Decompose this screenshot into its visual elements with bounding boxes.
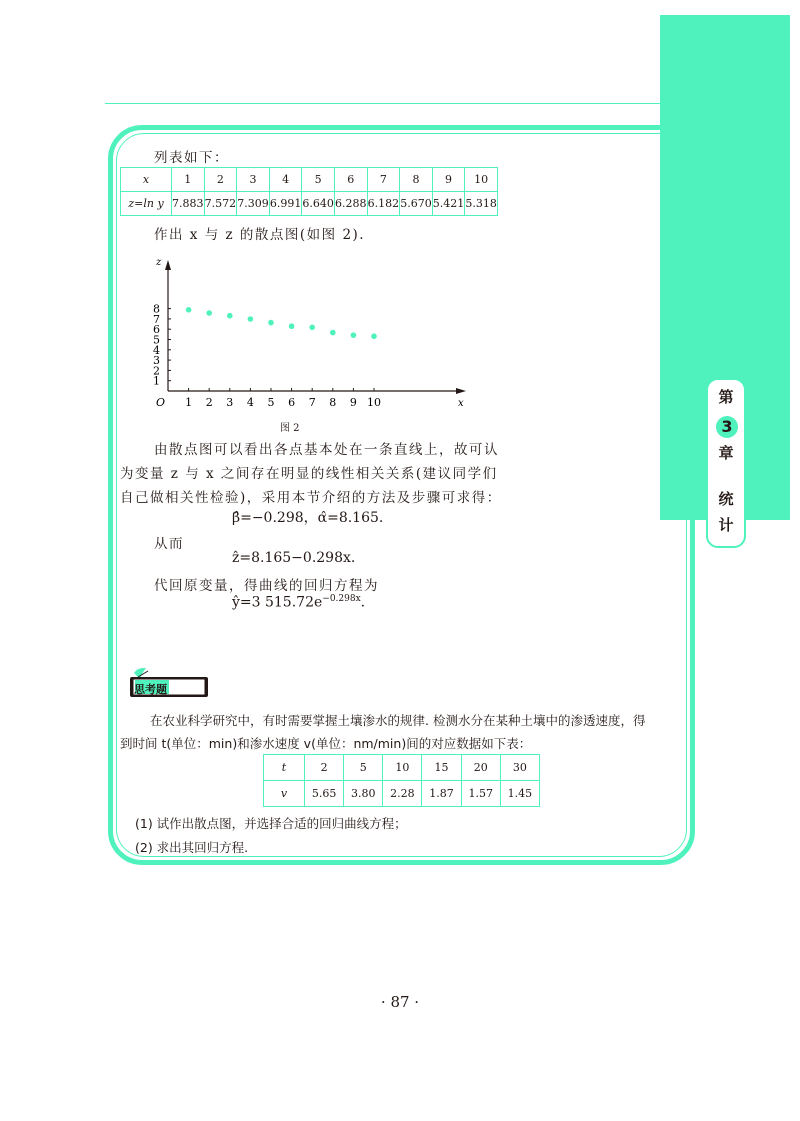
- equation-y-end: .: [360, 594, 366, 611]
- data-table-xz: [120, 167, 498, 216]
- x-tick-label: 2: [205, 396, 213, 409]
- table-cell: 7.883: [172, 192, 205, 216]
- data-point: [309, 325, 315, 331]
- table-cell: 5.421: [432, 192, 465, 216]
- page-number: · 87 ·: [380, 993, 420, 1011]
- table-cell: 5.318: [465, 192, 498, 216]
- table-cell: 1.87: [422, 781, 461, 807]
- y-tick-label: 1: [153, 374, 160, 388]
- equation-z: ẑ=8.165−0.298x.: [232, 550, 356, 566]
- x-tick-label: 5: [267, 396, 275, 409]
- x-axis-arrow: [456, 388, 466, 394]
- x-tick-label: 3: [226, 396, 234, 409]
- table-cell: 2.28: [383, 781, 422, 807]
- table-cell: 6.991: [269, 192, 302, 216]
- scatter-chart: [140, 252, 480, 417]
- table-cell: 5.65: [305, 781, 344, 807]
- y-tick-label: 2: [153, 364, 160, 378]
- y-tick-label: 4: [153, 343, 160, 357]
- table-cell: 8: [400, 168, 433, 192]
- question-2: (2) 求出其回归方程.: [135, 840, 249, 855]
- table-cell: 6.640: [302, 192, 335, 216]
- para1-line2: 为变量 z 与 x 之间存在明显的线性相关关系(建议同学们: [120, 466, 498, 482]
- data-point: [186, 307, 192, 313]
- header-rule: [105, 103, 660, 104]
- equation-y-main: ŷ=3 515.72e: [232, 594, 323, 611]
- table-cell: 9: [432, 168, 465, 192]
- table-cell: 30: [500, 755, 539, 781]
- back-text: 代回原变量，得曲线的回归方程为: [154, 578, 379, 594]
- scatter-line: 作出 x 与 z 的散点图(如图 2).: [154, 227, 366, 243]
- table-cell: x: [121, 168, 172, 192]
- data-table-tv: [263, 754, 540, 807]
- y-tick-label: 3: [153, 354, 160, 368]
- chapter-post: 章: [718, 444, 734, 462]
- y-tick-label: 8: [153, 302, 160, 316]
- question-1: (1) 试作出散点图，并选择合适的回归曲线方程；: [135, 816, 407, 831]
- table-cell: 10: [383, 755, 422, 781]
- table-cell: 5: [344, 755, 383, 781]
- table-cell: 1.57: [461, 781, 500, 807]
- data-point: [330, 330, 336, 336]
- intro-line: 列表如下：: [154, 150, 229, 166]
- think-para-line2: 到时间 t(单位：min)和渗水速度 v(单位：nm/min)间的对应数据如下表：: [120, 736, 532, 751]
- y-tick-label: 6: [153, 323, 160, 337]
- from-text: 从而: [154, 536, 184, 552]
- table-cell: 4: [269, 168, 302, 192]
- table-cell: 5.670: [400, 192, 433, 216]
- chapter-title-1: 统: [718, 490, 734, 508]
- x-tick-label: 4: [246, 396, 254, 409]
- x-tick-label: 6: [288, 396, 296, 409]
- table-cell: 6.288: [334, 192, 367, 216]
- table-cell: 7.309: [237, 192, 270, 216]
- y-axis-label: z: [156, 257, 162, 268]
- table-cell: t: [264, 755, 305, 781]
- x-axis-label: x: [458, 398, 464, 409]
- data-point: [351, 332, 357, 338]
- chapter-pre: 第: [718, 388, 734, 406]
- table-cell: 10: [465, 168, 498, 192]
- data-point: [206, 310, 212, 316]
- x-tick-label: 1: [185, 396, 193, 409]
- table-cell: 3: [237, 168, 270, 192]
- data-point: [268, 320, 274, 326]
- table-cell: 6.182: [367, 192, 400, 216]
- table-cell: z=ln y: [121, 192, 172, 216]
- table-cell: 2: [305, 755, 344, 781]
- table-cell: 1: [172, 168, 205, 192]
- x-tick-label: 9: [349, 396, 357, 409]
- x-tick-label: 7: [308, 396, 316, 409]
- table-cell: 15: [422, 755, 461, 781]
- data-point: [289, 323, 295, 329]
- y-axis-arrow: [165, 260, 171, 270]
- x-tick-label: 8: [329, 396, 337, 409]
- data-point: [248, 316, 254, 322]
- y-tick-label: 5: [153, 333, 160, 347]
- equation-y: [232, 594, 365, 611]
- figure-caption: 图 2: [280, 423, 300, 434]
- table-cell: 20: [461, 755, 500, 781]
- chapter-number: 3: [716, 416, 738, 438]
- data-point: [227, 313, 233, 319]
- table-cell: 7.572: [204, 192, 237, 216]
- table-cell: 6: [334, 168, 367, 192]
- think-para-line1: 在农业科学研究中，有时需要掌握土壤渗水的规律. 检测水分在某种土壤中的渗透速度，得: [150, 713, 646, 728]
- think-label: 思考题: [134, 683, 167, 696]
- equation-beta-alpha: β̂=−0.298，α̂=8.165.: [232, 510, 384, 526]
- table-cell: v: [264, 781, 305, 807]
- para1-line1: 由散点图可以看出各点基本处在一条直线上，故可认: [154, 442, 499, 458]
- table-cell: 2: [204, 168, 237, 192]
- data-point: [371, 333, 377, 339]
- table-cell: 7: [367, 168, 400, 192]
- table-cell: 5: [302, 168, 335, 192]
- equation-y-exp: −0.298x: [322, 594, 361, 604]
- chapter-title-2: 计: [718, 516, 734, 534]
- origin-label: O: [156, 396, 166, 409]
- chapter-badge: [706, 378, 746, 548]
- x-tick-label: 10: [367, 396, 381, 409]
- table-cell: 1.45: [500, 781, 539, 807]
- table-cell: 3.80: [344, 781, 383, 807]
- y-tick-label: 7: [153, 312, 160, 326]
- para1-line3: 自己做相关性检验)，采用本节介绍的方法及步骤可求得：: [120, 490, 502, 506]
